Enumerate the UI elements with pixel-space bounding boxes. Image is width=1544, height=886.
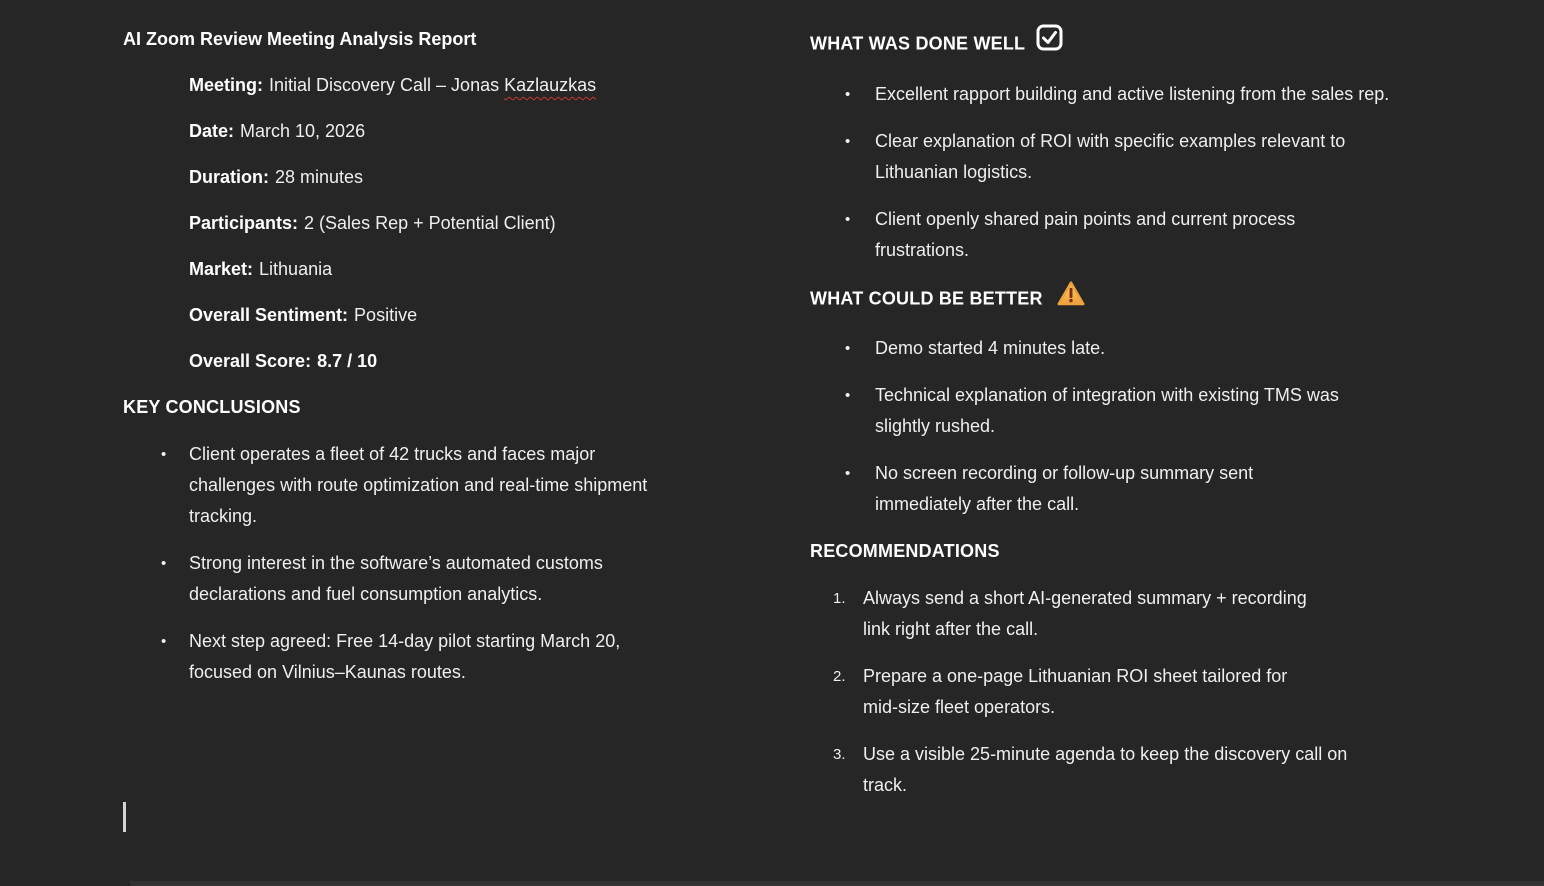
numbered-text: Use a visible 25-minute agenda to keep the discovery call on track. [863,744,1348,795]
bullet-item [123,626,723,688]
section-heading-key-conclusions: KEY CONCLUSIONS [123,397,301,417]
bullet-text: Demo started 4 minutes late. [875,338,1106,358]
numbered-item [810,739,1430,801]
bullet-marker: • [845,387,851,404]
section-heading-text: WHAT COULD BE BETTER [810,288,1043,309]
meta-row-meeting [189,70,723,101]
bullet-marker: • [845,340,851,357]
meta-value: March 10, 2026 [240,121,366,141]
bullet-marker: • [845,86,851,103]
section-heading-recommendations: RECOMMENDATIONS [810,541,1000,561]
bullet-item [810,458,1430,520]
bullet-marker: • [161,555,167,572]
meta-row-sentiment [189,300,723,331]
bullet-marker: • [161,446,167,463]
warning-icon [1057,281,1085,316]
bullet-text: Clear explanation of ROI with specific examples relevant to Lithuanian logistics. [875,131,1346,182]
numbered-item [810,661,1430,723]
section-heading-could-be-better [810,282,1430,317]
meta-label: Date: [189,121,235,141]
report-right-column [810,26,1430,817]
meta-label: Overall Sentiment: [189,305,349,325]
numbered-text: Prepare a one-page Lithuanian ROI sheet tailored for mid-size fleet operators. [863,666,1288,717]
numbered-item [810,583,1430,645]
numbered-text: Always send a short AI-generated summary + recording link right after the call. [863,588,1307,639]
bullet-text: Next step agreed: Free 14-day pilot starting March 20, focused on Vilnius–Kaunas routes. [189,631,621,682]
meta-value: Initial Discovery Call – Jonas [269,75,500,95]
list-number: 1. [833,590,846,607]
bullet-text: Client openly shared pain points and current process frustrations. [875,209,1296,260]
bullet-text: Excellent rapport building and active listening from the sales rep. [875,84,1390,104]
checkbox-checked-icon [1036,24,1063,61]
bullet-text: Technical explanation of integration with existing TMS was slightly rushed. [875,385,1339,436]
bullet-text: Strong interest in the software’s automated customs declarations and fuel consumption analytics. [189,553,603,604]
bullet-item [810,126,1430,188]
text-caret [123,802,126,832]
meta-row-date [189,116,723,147]
meta-value: Lithuania [259,259,333,279]
meta-row-score [189,346,723,377]
bullet-text: No screen recording or follow-up summary sent immediately after the call. [875,463,1254,514]
meta-label: Overall Score: [189,351,312,371]
meta-value: Positive [354,305,418,325]
bullet-item [810,204,1430,266]
bullet-text: Client operates a fleet of 42 trucks and faces major challenges with route optimization and real-time shipment tracking. [189,444,648,526]
section-heading-done-well [810,26,1430,63]
meta-label: Participants: [189,213,299,233]
bullet-item [810,380,1430,442]
meta-value: 28 minutes [275,167,364,187]
report-left-column [123,24,723,704]
bullet-marker: • [845,133,851,150]
meta-value: 2 (Sales Rep + Potential Client) [304,213,556,233]
bullet-item [123,548,723,610]
meta-label: Market: [189,259,254,279]
meta-row-duration [189,162,723,193]
bullet-marker: • [845,211,851,228]
misspelled-word: Kazlauzkas [504,75,597,95]
list-number: 2. [833,668,846,685]
bullet-item [810,333,1430,364]
bullet-item [810,79,1430,110]
section-heading-text: WHAT WAS DONE WELL [810,33,1026,54]
meta-row-participants [189,208,723,239]
meta-label: Duration: [189,167,269,187]
meta-label: Meeting: [189,75,263,95]
meta-value: 8.7 / 10 [317,351,378,371]
bullet-marker: • [161,633,167,650]
meta-row-market [189,254,723,285]
list-number: 3. [833,746,846,763]
bullet-marker: • [845,465,851,482]
report-title: AI Zoom Review Meeting Analysis Report [123,29,477,49]
bottom-edge-bar [130,881,1544,886]
bullet-item [123,439,723,532]
